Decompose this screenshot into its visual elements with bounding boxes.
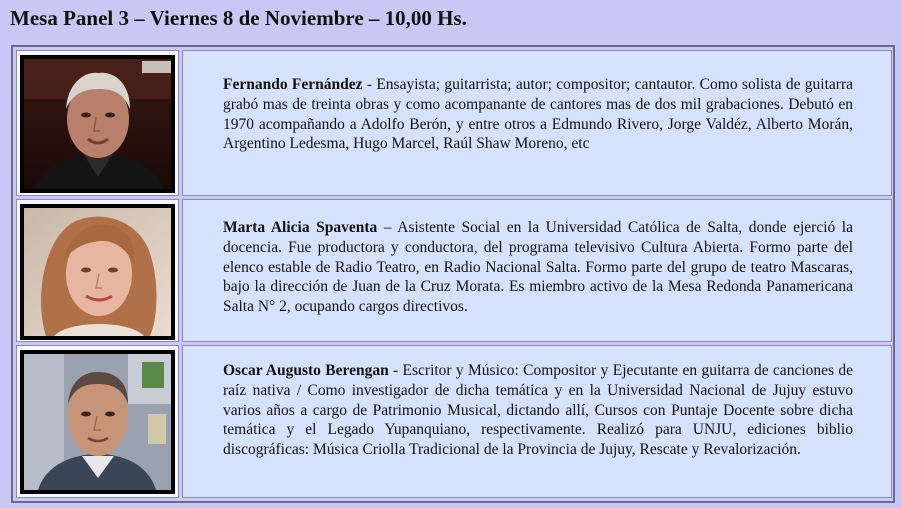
bio-cell bbox=[182, 199, 892, 342]
panelist-bio bbox=[223, 361, 853, 460]
photo-cell bbox=[16, 199, 179, 342]
panelist-name: Fernando Fernández bbox=[223, 76, 363, 93]
bio-cell bbox=[182, 50, 892, 196]
panelist-table bbox=[11, 45, 895, 503]
panelist-bio bbox=[223, 75, 853, 154]
bio-cell bbox=[182, 345, 892, 498]
panelist-photo bbox=[20, 350, 175, 494]
panelist-description: - Ensayista; guitarrista; autor; compositor; cantautor. Como solista de guitarra grabó mas de treinta obras y como acompanante de cantores mas de dos mil grabaciones. Debutó en 1970 acompañando a Adolfo Berón, y entre otros a Edmundo Rivero, Jorge Valdéz, Alberto Morán, Argentino Ledesma, Hugo Marcel, Raúl Shaw Moreno, etc bbox=[223, 76, 853, 153]
portrait-photo-icon bbox=[24, 208, 171, 336]
photo-cell bbox=[16, 50, 179, 196]
panelist-photo bbox=[20, 204, 175, 340]
panelist-row bbox=[16, 345, 892, 498]
panelist-row bbox=[16, 199, 892, 342]
portrait-photo-icon bbox=[24, 354, 171, 490]
portrait-photo-icon bbox=[24, 59, 171, 189]
panelist-row bbox=[16, 50, 892, 196]
photo-cell bbox=[16, 345, 179, 498]
panelist-bio bbox=[223, 218, 853, 317]
panelist-description: - Escritor y Músico: Compositor y Ejecutante en guitarra de canciones de raíz nativa / Como investigador de dicha temática y en la Universidad Nacional de Jujuy estuvo varios años a cargo de Patrimonio Musical, dictando allí, Cursos con Puntaje Docente sobre dicha temática y el Legado Yupanquiano, respectivamente. Realizó para UNJU, ediciones biblio discográficas: Música Criolla Tradicional de la Provincia de Jujuy, Rescate y Revalorización. bbox=[223, 362, 853, 459]
panelist-name: Oscar Augusto Berengan bbox=[223, 362, 389, 379]
page-title: Mesa Panel 3 – Viernes 8 de Noviembre – 10,00 Hs. bbox=[10, 6, 467, 30]
panelist-description: – Asistente Social en la Universidad Católica de Salta, donde ejerció la docencia. Fue productora y conductora, del programa televisivo Cultura Abierta. Formo parte del elenco estable de Radio Teatro, en Radio Nacional Salta. Formo parte del grupo de teatro Mascaras, bajo la dirección de Juan de la Cruz Morata. Es miembro activo de la Mesa Redonda Panamericana Salta N° 2, ocupando cargos directivos. bbox=[223, 219, 853, 316]
panelist-name: Marta Alicia Spaventa bbox=[223, 219, 378, 236]
panelist-photo bbox=[20, 55, 175, 193]
